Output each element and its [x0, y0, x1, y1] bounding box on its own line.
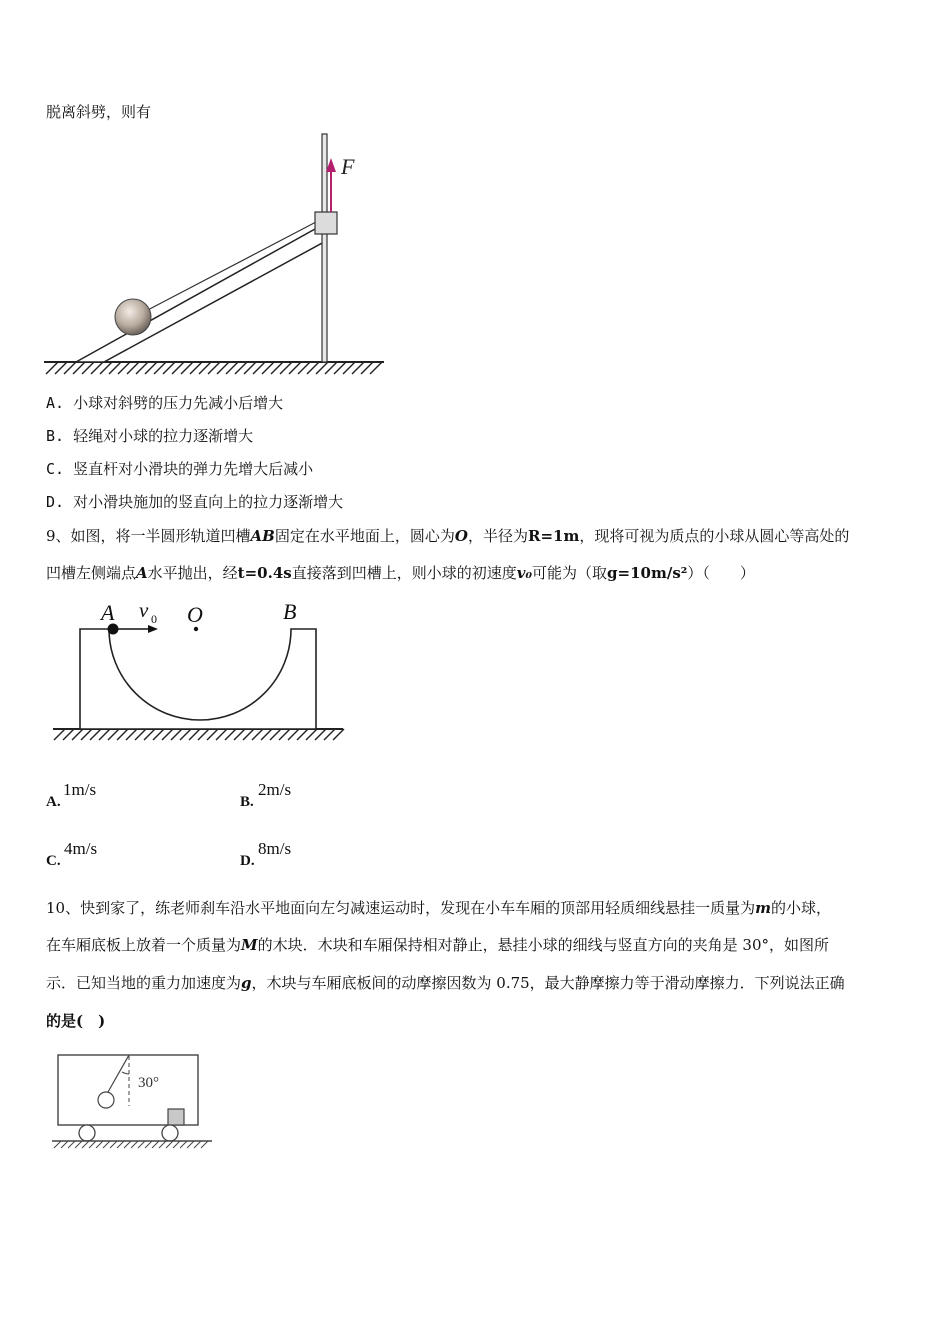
q9-var-a: A: [136, 564, 148, 582]
hatch-mark: [207, 729, 218, 740]
q10-text: 在车厢底板上放着一个质量为: [46, 936, 242, 954]
q10-figure: [50, 1050, 220, 1150]
wood-block: [168, 1109, 184, 1125]
q9-line-2: [46, 563, 755, 583]
q10-text: 示．已知当地的重力加速度为: [46, 974, 242, 992]
ball: [115, 299, 151, 335]
hatch-mark: [216, 729, 227, 740]
pendulum-ball: [98, 1092, 114, 1108]
hatch-mark: [261, 729, 272, 740]
label-a: A: [101, 600, 115, 625]
hatch-mark: [252, 729, 263, 740]
slider-block: [315, 212, 337, 234]
ball-at-a: [108, 624, 119, 635]
q10-text: ，木块与车厢底板间的动摩擦因数为 0.75，最大静摩擦力等于滑动摩擦力．下列说法正确: [251, 974, 845, 992]
q9-text: ，半径为: [467, 527, 528, 545]
hatch-mark: [117, 1141, 124, 1148]
q9-var-ab: AB: [250, 527, 275, 545]
q9-var-o: O: [454, 527, 468, 545]
q9-var-g: g=10m/s²: [607, 564, 688, 582]
wheel-right: [162, 1125, 178, 1141]
choice-value: 4m/s: [64, 839, 98, 858]
hatch-mark: [89, 1141, 96, 1148]
hatch-mark: [81, 729, 92, 740]
hatch-mark: [96, 1141, 103, 1148]
center-point-o: [194, 627, 198, 631]
label-b: B: [283, 599, 297, 624]
q8-option-b[interactable]: B. 轻绳对小球的拉力逐渐增大: [46, 427, 254, 445]
label-v-sub: 0: [151, 612, 157, 626]
hatch-mark: [315, 729, 326, 740]
vertical-rod: [322, 134, 327, 362]
q10-line-4: 的是( ): [46, 1012, 106, 1030]
hatch-mark: [187, 1141, 194, 1148]
q9-text: ）（ ）: [687, 564, 755, 582]
q9-var-t: t=0.4s: [237, 564, 292, 582]
hatch-mark: [126, 729, 137, 740]
q8-figure: [44, 130, 389, 380]
intro-line: 脱离斜劈，则有: [46, 103, 152, 121]
q9-var-r: R=1m: [527, 527, 580, 545]
hatch-mark: [153, 729, 164, 740]
hatch-mark: [117, 729, 128, 740]
q8-option-a[interactable]: A. 小球对斜劈的压力先减小后增大: [46, 394, 284, 412]
hatch-mark: [288, 729, 299, 740]
label-v: v: [139, 598, 149, 622]
hatch-mark: [162, 729, 173, 740]
hatch-mark: [171, 729, 182, 740]
hatch-mark: [103, 1141, 110, 1148]
hatch-mark: [90, 729, 101, 740]
hatch-mark: [135, 729, 146, 740]
label-o: O: [187, 602, 203, 627]
hatch-mark: [306, 729, 317, 740]
incline-wedge: [76, 224, 324, 362]
q9-text: ，现将可视为质点的小球从圆心等高处的: [579, 527, 850, 545]
q9-text: 水平抛出，经: [147, 564, 238, 582]
hatch-mark: [63, 729, 74, 740]
q10-var-m: m: [755, 899, 771, 917]
hatch-mark: [173, 1141, 180, 1148]
q10-line-2: [46, 935, 829, 955]
q8-option-c[interactable]: C. 竖直杆对小滑块的弹力先增大后减小: [46, 460, 314, 478]
hatch-mark: [68, 1141, 75, 1148]
wheel-left: [79, 1125, 95, 1141]
hatch-mark: [82, 1141, 89, 1148]
hatch-mark: [180, 729, 191, 740]
hatch-mark: [152, 1141, 159, 1148]
hatch-mark: [138, 1141, 145, 1148]
hatch-mark: [270, 729, 281, 740]
q9-text: 9、如图，将一半圆形轨道凹槽: [46, 527, 251, 545]
hatch-mark: [234, 729, 245, 740]
q10-line-3: [46, 973, 845, 993]
hatch-mark: [131, 1141, 138, 1148]
hatch-mark: [110, 1141, 117, 1148]
hatch-mark: [180, 1141, 187, 1148]
ground-hatching: [46, 362, 382, 374]
hatch-mark: [194, 1141, 201, 1148]
hatch-mark: [297, 729, 308, 740]
q9-text: 固定在水平地面上，圆心为: [274, 527, 455, 545]
ground-hatching: [54, 729, 344, 740]
choice-label: C.: [46, 853, 61, 869]
hatch-mark: [54, 729, 65, 740]
choice-label: A.: [46, 794, 61, 810]
q10-text: 的小球，: [770, 899, 831, 917]
hatch-mark: [279, 729, 290, 740]
choice-value: 1m/s: [63, 780, 97, 799]
choice-value: 2m/s: [258, 780, 292, 799]
hatch-mark: [144, 729, 155, 740]
q9-line-1: [46, 526, 849, 546]
hatch-mark: [333, 729, 344, 740]
hatch-mark: [189, 729, 200, 740]
hatch-mark: [54, 1141, 61, 1148]
hatch-mark: [145, 1141, 152, 1148]
hatch-mark: [124, 1141, 131, 1148]
force-label: F: [341, 154, 355, 179]
hatch-mark: [243, 729, 254, 740]
q9-figure: [50, 598, 350, 743]
choice-label: D.: [240, 853, 255, 869]
q10-text: 10、快到家了，练老师刹车沿水平地面向左匀减速运动时，发现在小车车厢的顶部用轻质细线悬挂一质量为: [46, 899, 756, 917]
hatch-mark: [75, 1141, 82, 1148]
hatch-mark: [108, 729, 119, 740]
q10-var-g: g: [241, 974, 252, 992]
q9-text: 凹槽左侧端点: [46, 564, 137, 582]
hatch-mark: [225, 729, 236, 740]
q10-text: 的木块．木块和车厢保持相对静止，悬挂小球的细线与竖直方向的夹角是 30°，如图所: [257, 936, 829, 954]
hatch-mark: [166, 1141, 173, 1148]
ground-hatching: [54, 1141, 208, 1148]
q9-text: 直接落到凹槽上，则小球的初速度: [291, 564, 517, 582]
hatch-mark: [198, 729, 209, 740]
string-line: [142, 222, 316, 313]
q9-text: 可能为（取: [532, 564, 608, 582]
groove-block: [80, 629, 316, 729]
hatch-mark: [99, 729, 110, 740]
q10-line-1: [46, 898, 831, 918]
q9-var-v0: v₀: [516, 564, 533, 582]
hatch-mark: [159, 1141, 166, 1148]
q8-option-d[interactable]: D. 对小滑块施加的竖直向上的拉力逐渐增大: [46, 493, 344, 511]
hatch-mark: [61, 1141, 68, 1148]
velocity-arrow-head: [148, 625, 158, 633]
hatch-mark: [324, 729, 335, 740]
hatch-mark: [201, 1141, 208, 1148]
angle-label: 30°: [138, 1075, 159, 1091]
choice-label: B.: [240, 794, 254, 810]
q10-var-mass-m: M: [241, 936, 258, 954]
hatch-mark: [72, 729, 83, 740]
choice-value: 8m/s: [258, 839, 292, 858]
